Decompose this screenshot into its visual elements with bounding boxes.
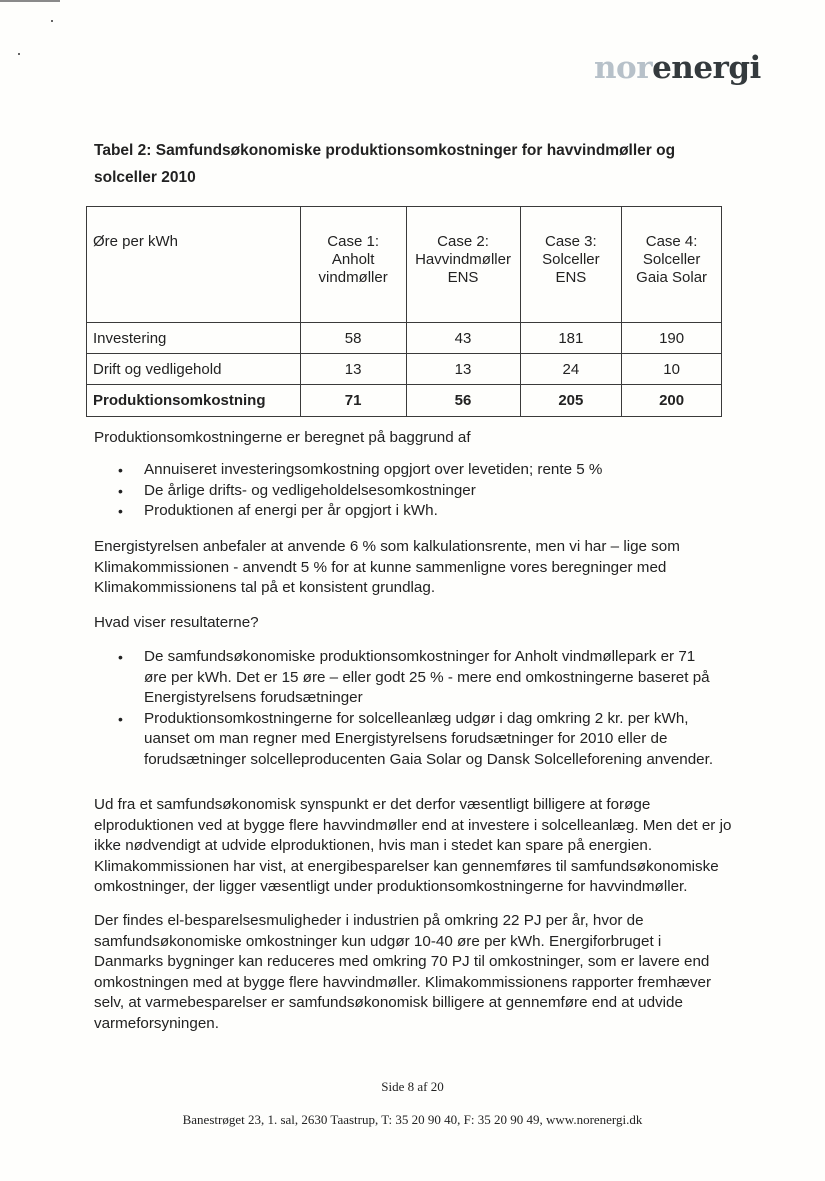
paragraph-1: Ud fra et samfundsøkonomisk synspunkt er det derfor væsentligt billigere at forøge elproduktionen ved at bygge flere havvindmøller end at investere i solcelleanlæg. Men det er jo ikke nødvendigt at udvide elproduktionen, hvis man i stedet kan spare på energien. Klimakommissionen har vist, at energibesparelser kan gennemføres til samfundsøkonomiske omkostninger, der ligger væsentligt under produktionsomkostningerne for havvindmøller. <box>94 796 732 895</box>
case-source: ENS <box>447 269 479 286</box>
case-label: Case 2: <box>437 233 489 250</box>
logo-part-nor: nor <box>594 50 653 86</box>
list-item: • Annuiseret investeringsomkostning opgjort over levetiden; rente 5 % <box>118 460 718 481</box>
norenergi-logo <box>594 50 761 86</box>
case-label: Case 3: <box>545 233 597 250</box>
case-source: Gaia Solar <box>636 269 708 286</box>
cost-table <box>86 206 722 417</box>
list-item: • De årlige drifts- og vedligeholdelsesomkostninger <box>118 481 718 502</box>
case-label: Case 1: <box>327 233 379 250</box>
basis-bullet-list <box>118 460 718 522</box>
column-header-case-4 <box>622 207 722 323</box>
row-label: Investering <box>87 323 301 354</box>
case-source: vindmøller <box>318 269 388 286</box>
question-text: Hvad viser resultaterne? <box>94 614 259 631</box>
logo-part-energi: energi <box>652 50 761 86</box>
table-cell: 56 <box>406 385 520 417</box>
column-header-case-3 <box>520 207 622 323</box>
table-cell: 190 <box>622 323 722 354</box>
case-name: Solceller <box>542 251 600 268</box>
footer-address: Banestrøget 23, 1. sal, 2630 Taastrup, T: 35 20 90 40, F: 35 20 90 49, www.norenergi.dk <box>182 1112 643 1127</box>
table-cell: 205 <box>520 385 622 417</box>
table-cell: 71 <box>300 385 406 417</box>
table-cell: 24 <box>520 354 622 385</box>
table-cell: 43 <box>406 323 520 354</box>
page-number: Side 8 af 20 <box>381 1079 444 1094</box>
rate-paragraph: Energistyrelsen anbefaler at anvende 6 % som kalkulationsrente, men vi har – lige som Klimakommissionen - anvendt 5 % for at kunne sammenligne vores beregninger med Klimakommissionens tal på et konsistent grundlag. <box>94 538 680 596</box>
paragraph-2: Der findes el-besparelsesmuligheder i industrien på omkring 22 PJ per år, hvor de samfundsøkonomiske omkostninger kun udgør 10-40 øre per kWh. Energiforbruget i Danmarks bygninger kan reduceres med omkring 70 PJ til omkostninger, som er lavere end omkostningen med at bygge flere havvindmøller. Klimakommissionens rapporter fremhæver selv, at varmebesparelser er samfundsøkonomisk billigere at gennemføre end at udvide varmeforsyningen. <box>94 912 712 1032</box>
case-name: Havvindmøller <box>415 251 511 268</box>
table-cell: 13 <box>300 354 406 385</box>
case-source: ENS <box>555 269 587 286</box>
table-cell: 200 <box>622 385 722 417</box>
unit-header: Øre per kWh <box>87 207 301 323</box>
table-cell: 58 <box>300 323 406 354</box>
table-row-drift <box>87 354 722 385</box>
table-cell: 181 <box>520 323 622 354</box>
intro-text: Produktionsomkostningerne er beregnet på baggrund af <box>94 429 471 446</box>
table-title: Tabel 2: Samfundsøkonomiske produktionsomkostninger for havvindmøller og solceller 2010 <box>94 142 676 186</box>
scan-speck <box>18 53 20 55</box>
table-row-investering <box>87 323 722 354</box>
row-label: Produktionsomkostning <box>87 385 301 417</box>
case-label: Case 4: <box>645 233 698 250</box>
scan-edge-line <box>0 0 60 2</box>
table-cell: 13 <box>406 354 520 385</box>
table-header-row <box>87 207 722 323</box>
case-name: Anholt <box>331 251 375 268</box>
table-cell: 10 <box>622 354 722 385</box>
row-label: Drift og vedligehold <box>87 354 301 385</box>
case-name: Solceller <box>642 251 701 268</box>
scan-speck <box>51 20 53 22</box>
list-item: • Produktionsomkostningerne for solcelleanlæg udgør i dag omkring 2 kr. per kWh, uanset om man regner med Energistyrelsens forudsætninger for 2010 eller de forudsætninger solcelleproducenten Gaia Solar og Dansk Solcelleforening anvender. <box>118 709 718 771</box>
list-item: • De samfundsøkonomiske produktionsomkostninger for Anholt vindmøllepark er 71 øre per kWh. Det er 15 øre – eller godt 25 % - mere end omkostningerne baseret på Energistyrelsens forudsætninger <box>118 647 718 709</box>
list-item: • Produktionen af energi per år opgjort i kWh. <box>118 501 718 522</box>
column-header-case-2 <box>406 207 520 323</box>
table-row-total <box>87 385 722 417</box>
results-bullet-list <box>118 647 718 770</box>
column-header-case-1 <box>300 207 406 323</box>
